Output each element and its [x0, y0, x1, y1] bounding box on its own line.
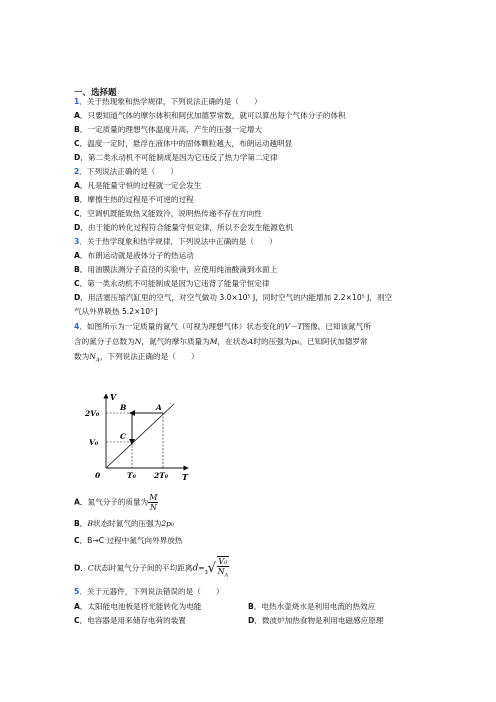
point-b-label: B — [120, 403, 127, 412]
question-text: ，在状态 — [217, 337, 248, 346]
math-b: B — [87, 519, 93, 528]
question-5-stem — [74, 587, 224, 597]
q1-option-d — [74, 153, 278, 163]
q4-option-d — [74, 556, 229, 581]
q5-option-a — [74, 602, 201, 612]
option-text: 太阳能电池板是将光能转化为电能 — [87, 602, 202, 611]
question-number: 2． — [74, 167, 87, 176]
question-number: 3． — [74, 237, 87, 246]
option-label: A． — [74, 602, 88, 611]
isobar-line — [106, 404, 174, 468]
question-text: ，下列说法正确的是（ ） — [99, 352, 199, 361]
math-n: N — [134, 337, 142, 346]
option-label: D． — [74, 293, 88, 302]
option-label: B． — [74, 265, 88, 274]
math-vt: V－T — [284, 322, 303, 331]
q4-option-c — [74, 536, 182, 546]
question-number: 5． — [74, 587, 87, 596]
axis-t-label: T — [182, 472, 188, 482]
option-label: B． — [74, 125, 88, 134]
option-label: D． — [74, 153, 88, 162]
tick-t0: T₀ — [127, 471, 136, 480]
math-na: $N_A$ — [89, 352, 100, 364]
q4-option-a — [74, 493, 158, 512]
option-label: C． — [74, 616, 88, 625]
root-index: 3 — [204, 570, 208, 576]
q3-option-a — [74, 251, 194, 261]
option-label: B． — [74, 519, 88, 528]
option-text: 一定质量的理想气体温度升高，产生的压强一定增大 — [87, 125, 263, 134]
q5-option-b — [248, 602, 375, 612]
q4-option-b — [74, 519, 174, 529]
q2-option-d — [74, 223, 293, 233]
option-text: 用油膜法测分子直径的实验中，应使用纯油酸滴到水面上 — [87, 265, 278, 274]
option-label: C． — [74, 139, 88, 148]
option-text: 第一类永动机不可能制成是因为它违背了能量守恒定律 — [87, 279, 270, 288]
q1-option-a — [74, 111, 346, 121]
option-label: C． — [74, 536, 88, 545]
math-a: A — [247, 337, 254, 346]
option-label: D． — [248, 616, 262, 625]
question-text: 含的氮分子总数为 — [74, 337, 135, 346]
option-label: C． — [74, 209, 88, 218]
tick-2v0: 2V₀ — [85, 409, 100, 418]
option-label: B． — [74, 195, 88, 204]
math-c: C — [87, 563, 94, 573]
q3-option-c — [74, 279, 269, 289]
q3-option-d — [74, 293, 392, 303]
question-number: 4． — [74, 322, 87, 331]
tick-v0: V₀ — [89, 438, 99, 447]
question-text: 时的压强为 — [253, 337, 292, 346]
q3-option-d-continued: 气从外界吸热 5.2×10⁵ J — [74, 307, 158, 316]
option-label: D． — [74, 223, 88, 232]
option-text: 氮气分子的质量为 — [87, 497, 149, 507]
q2-option-a — [74, 181, 201, 191]
math-p0: p₀ — [291, 337, 300, 346]
section-title: 一、选择题 — [74, 88, 117, 98]
option-text: 只要知道气体的摩尔体积和阿伏加德罗常数，就可以算出每个气体分子的体积 — [87, 111, 346, 120]
fraction-m-over-n: $\frac{M}{N}$ — [149, 493, 158, 512]
option-text: B→C 过程中氮气向外界放热 — [87, 536, 183, 545]
q2-option-c — [74, 209, 262, 219]
option-label: B． — [248, 602, 262, 611]
option-text: 第二类永动机不可能制成是因为它违反了热力学第二定律 — [87, 153, 278, 162]
math-m: M — [209, 337, 218, 346]
option-text: 布朗运动就是液体分子的热运动 — [87, 251, 194, 260]
question-text: ，氮气的摩尔质量为 — [141, 337, 210, 346]
question-text: 如图所示为一定质量的氮气（可视为理想气体）状态变化的 — [86, 322, 285, 331]
q2-option-b — [74, 195, 194, 205]
q5-option-d — [248, 616, 383, 626]
option-text: 电容器是用来储存电荷的装置 — [87, 616, 186, 625]
q1-option-c — [74, 139, 292, 149]
math-d: d — [192, 563, 199, 574]
option-label: A． — [74, 251, 88, 260]
option-text: 由于能的转化过程符合能量守恒定律，所以不会发生能源危机 — [87, 223, 293, 232]
math-equals: = — [198, 563, 205, 573]
question-text: 关于热现象和热学规律，下列说法正确的是（ ） — [86, 97, 262, 106]
question-3-stem — [74, 237, 277, 247]
math-2p0: 2p₀ — [161, 519, 175, 528]
point-a-label: A — [156, 403, 162, 412]
option-text: 凡是能量守恒的过程就一定会发生 — [87, 181, 202, 190]
option-label: A． — [74, 181, 88, 190]
q1-option-b — [74, 125, 262, 135]
option-text: 空调机既能致热又能致冷，说明热传递不存在方向性 — [87, 209, 262, 218]
question-4-stem-line-3 — [74, 352, 199, 366]
cube-root-expression: 3 √ $\frac{\text{V₀}}{N_A}$ — [205, 556, 230, 581]
tick-2t0: 2T₀ — [154, 471, 169, 480]
option-text: 用活塞压缩汽缸里的空气，对空气做功 3.0×10⁵ J，同时空气的内能增加 2.2×10⁵ J，则空 — [87, 293, 393, 302]
question-text: 下列说法正确的是（ ） — [86, 167, 179, 176]
point-c-label: C — [120, 432, 126, 441]
question-4-stem-line-1 — [74, 322, 371, 332]
q5-option-c — [74, 616, 186, 626]
option-text: 电热水壶烧水是利用电流的热效应 — [261, 602, 376, 611]
question-number: 1． — [74, 97, 87, 106]
q3-option-b — [74, 265, 277, 275]
question-text: 数为 — [74, 352, 90, 361]
question-text: 。已知阿伏加德罗常 — [299, 337, 368, 346]
question-text: 关于元器件，下列说法错误的是（ ） — [86, 587, 224, 596]
option-text: 状态时氮气的压强为 — [92, 519, 162, 528]
vt-graph — [82, 392, 194, 482]
option-text: 摩擦生热的过程是不可逆的过程 — [87, 195, 194, 204]
option-text: 微波炉加热食物是利用电磁感应原理 — [261, 616, 384, 625]
option-label: C． — [74, 279, 88, 288]
option-label: A． — [74, 111, 88, 120]
question-text: 图像。已知该氮气所 — [302, 322, 371, 331]
question-2-stem — [74, 167, 178, 177]
question-4-stem-line-2 — [74, 337, 368, 347]
question-text: 关于热学现象和热学规律，下列说法中正确的是（ ） — [86, 237, 277, 246]
origin-label: 0 — [95, 471, 101, 480]
question-1-stem — [74, 97, 262, 107]
option-label: D． — [74, 563, 88, 573]
axis-v-label: V — [110, 392, 117, 402]
option-label: A． — [74, 497, 88, 507]
option-text: 状态时氮气分子间的平均距离 — [93, 563, 193, 573]
option-text: 温度一定时，悬浮在液体中的固体颗粒越大，布朗运动越明显 — [87, 139, 293, 148]
